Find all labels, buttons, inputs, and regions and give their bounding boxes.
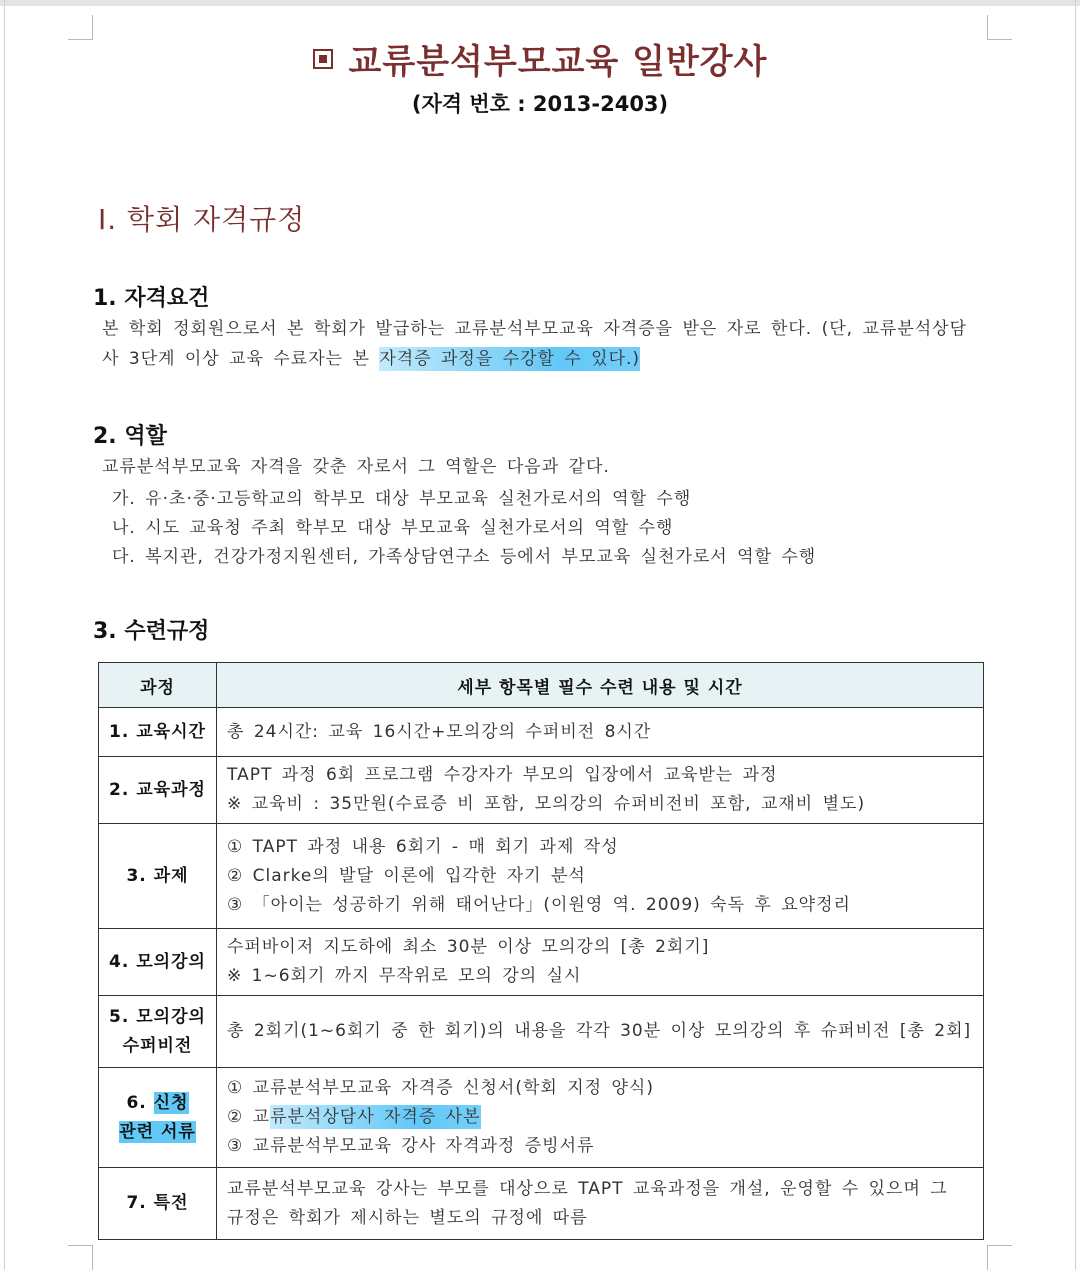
page-left-edge [4, 0, 5, 1270]
highlighted-text: 신청 [153, 1092, 189, 1113]
role-item: 다. 복지관, 건강가정지원센터, 가족상담연구소 등에서 부모교육 실천가로서 역할 수행 [112, 547, 817, 567]
row-content: ① TAPT 과정 내용 6회기 - 매 회기 과제 작성 ② Clarke의 발달 이론에 입각한 자기 분석 ③ 「아이는 성공하기 위해 태어난다」(이원영 역. 2009) 숙독 후 요약정리 [217, 824, 984, 929]
table-row [99, 929, 984, 996]
table-header-row [99, 663, 984, 708]
table-row [99, 1068, 984, 1168]
row-label: 1. 교육시간 [99, 708, 217, 757]
page-top-edge [0, 0, 1080, 6]
row-label: 7. 특전 [99, 1168, 217, 1240]
row-label: 6. 신청 관련 서류 [99, 1068, 217, 1168]
row-label: 4. 모의강의 [99, 929, 217, 996]
row-content: 수퍼바이저 지도하에 최소 30분 이상 모의강의 [총 2회기] ※ 1~6회기 까지 무작위로 모의 강의 실시 [217, 929, 984, 996]
row-content: 교류분석부모교육 강사는 부모를 대상으로 TAPT 교육과정을 개설, 운영할 수 있으며 그 규정은 학회가 제시하는 별도의 규정에 따름 [217, 1168, 984, 1240]
highlighted-text: 자격증 과정을 수강할 수 있다.) [379, 349, 641, 369]
role-item: 나. 시도 교육청 주최 학부모 대상 부모교육 실천가로서의 역할 수행 [112, 518, 674, 538]
heading-role: 2. 역할 [93, 424, 167, 449]
row-content: ① 교류분석부모교육 자격증 신청서(학회 지정 양식) ② 교류분석상담사 자격증 사본 ③ 교류분석부모교육 강사 자격과정 증빙서류 [217, 1068, 984, 1168]
heading-qualification-requirements: 1. 자격요건 [93, 286, 210, 311]
table-row [99, 824, 984, 929]
table-row [99, 1168, 984, 1240]
page-right-edge [1075, 0, 1076, 1270]
table-row [99, 757, 984, 824]
crop-mark-bottom-left [68, 1245, 93, 1270]
requirements-paragraph: 본 학회 정회원으로서 본 학회가 발급하는 교류분석부모교육 자격증을 받은 자로 한다. (단, 교류분석상담 사 3단계 이상 교육 수료자는 본 자격증 과정을 수강할 수 있다.) [102, 319, 968, 369]
table-row [99, 708, 984, 757]
document-title: 교류분석부모교육 일반강사 [0, 34, 1080, 83]
training-rules-table [98, 662, 984, 1240]
row-content: 총 24시간: 교육 16시간+모의강의 수퍼비전 8시간 [217, 708, 984, 757]
row-content: TAPT 과정 6회 프로그램 수강자가 부모의 입장에서 교육받는 과정 ※ 교육비 : 35만원(수료증 비 포함, 모의강의 슈퍼비전비 포함, 교재비 별도) [217, 757, 984, 824]
section-heading: Ⅰ. 학회 자격규정 [98, 203, 306, 236]
row-label: 5. 모의강의 수퍼비전 [99, 996, 217, 1068]
column-header-details: 세부 항목별 필수 수련 내용 및 시간 [217, 663, 984, 708]
row-label: 2. 교육과정 [99, 757, 217, 824]
highlighted-text: 류분석상담사 자격증 사본 [270, 1107, 481, 1127]
square-bullet-icon [313, 49, 333, 69]
heading-training-rules: 3. 수련규정 [93, 619, 210, 644]
role-item: 가. 유·초·중·고등학교의 학부모 대상 부모교육 실천가로서의 역할 수행 [112, 489, 692, 509]
highlighted-text: 관련 서류 [119, 1121, 196, 1142]
crop-mark-bottom-right [987, 1245, 1012, 1270]
qualification-number: (자격 번호 : 2013-2403) [411, 92, 669, 116]
column-header-course: 과정 [99, 663, 217, 708]
table-row [99, 996, 984, 1068]
row-content: 총 2회기(1~6회기 중 한 회기)의 내용을 각각 30분 이상 모의강의 후 슈퍼비전 [총 2회] [217, 996, 984, 1068]
row-label: 3. 과제 [99, 824, 217, 929]
role-intro: 교류분석부모교육 자격을 갖춘 자로서 그 역할은 다음과 같다. [102, 457, 610, 477]
